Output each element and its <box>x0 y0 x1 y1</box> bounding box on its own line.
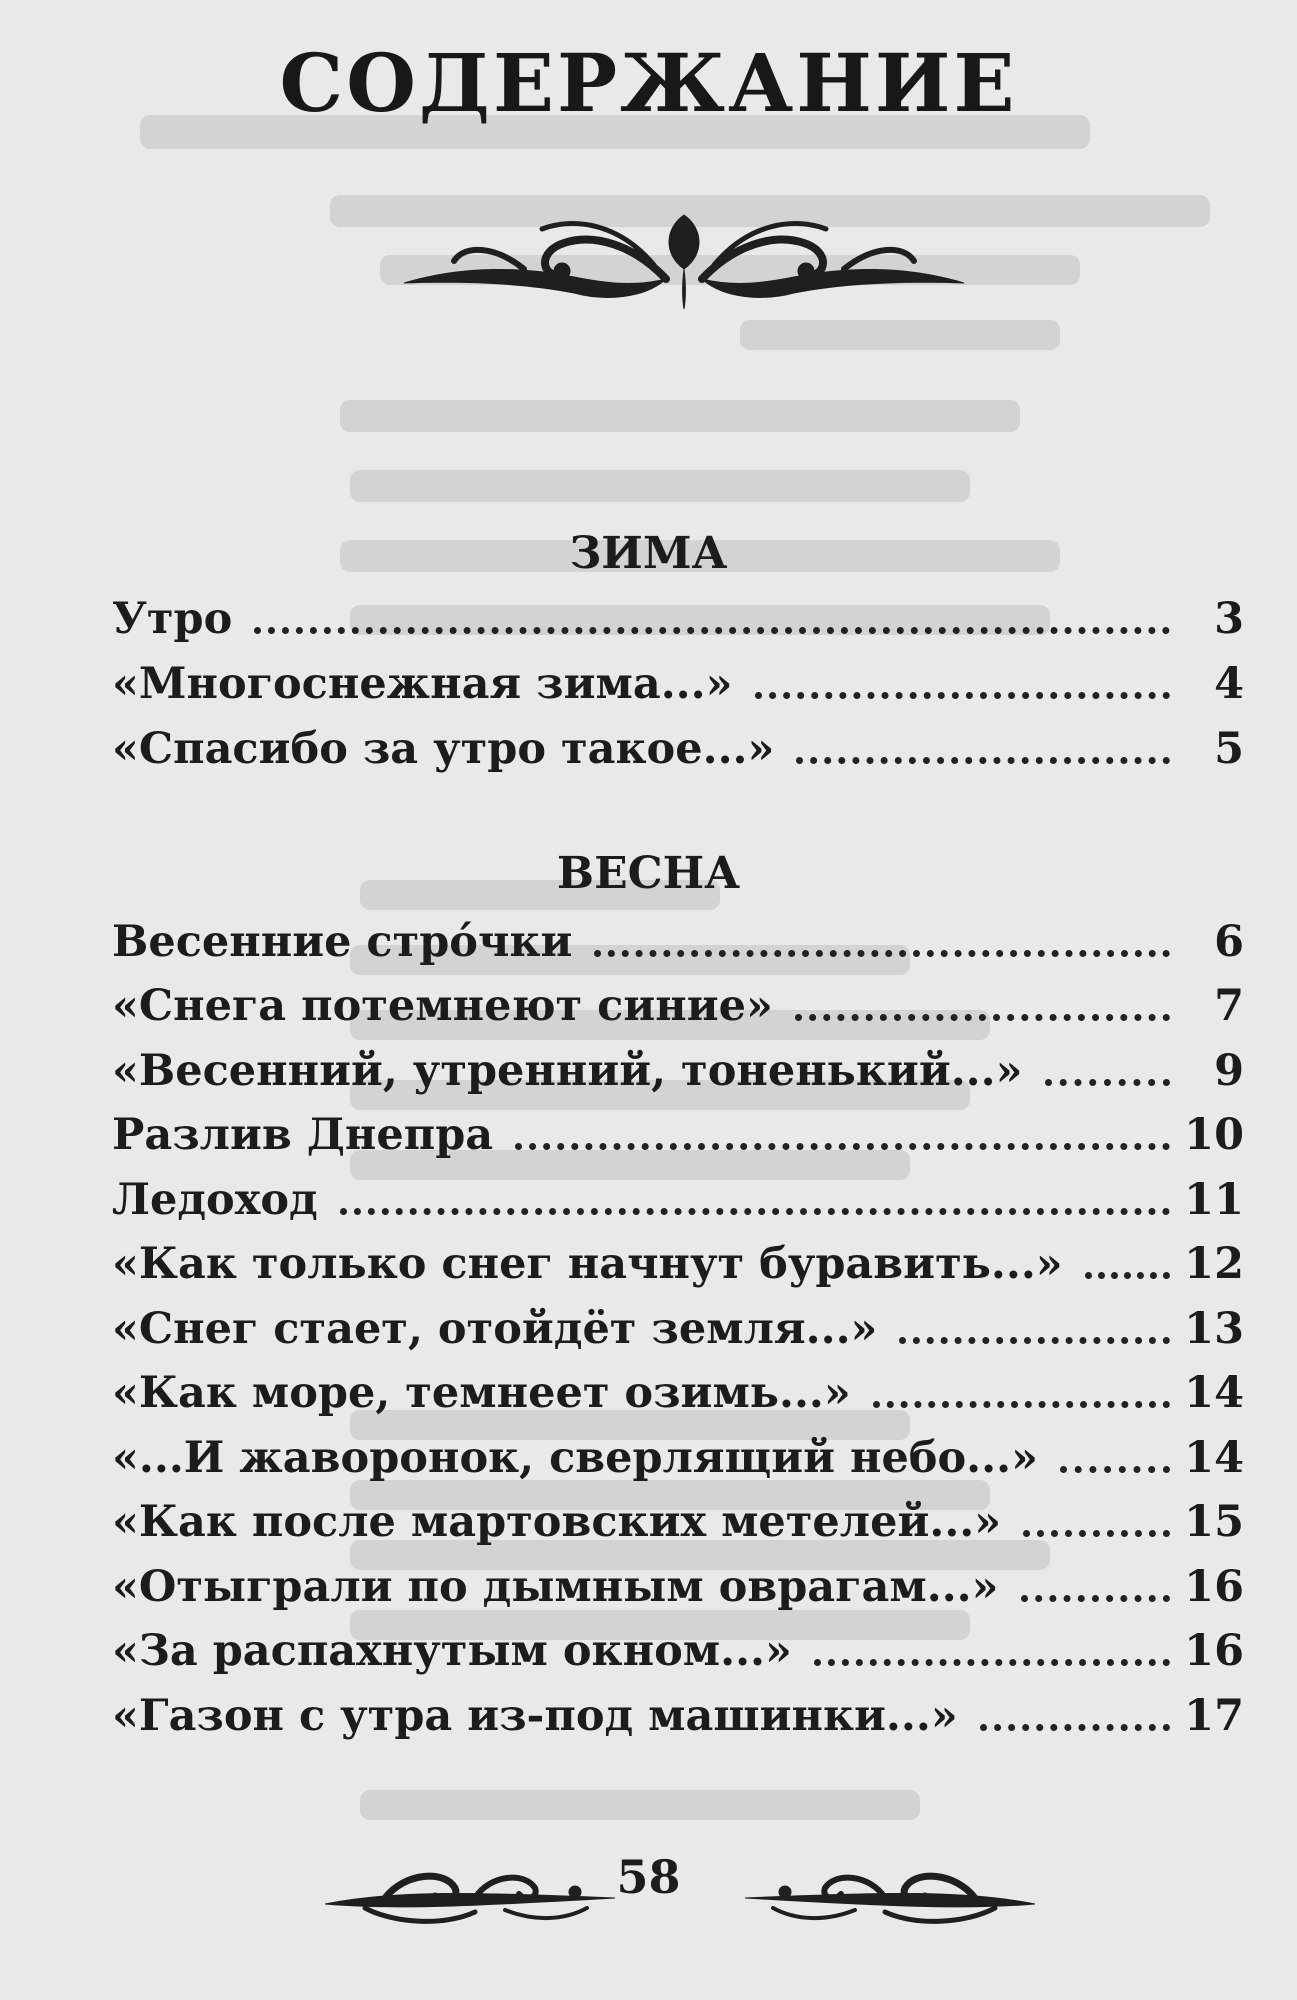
toc-entry-title: «Многоснежная зима...» <box>112 659 733 709</box>
toc-entry[interactable] <box>112 1295 1244 1355</box>
toc-entry[interactable] <box>112 715 1244 775</box>
toc-entry-title: «Как после мартовских метелей...» <box>112 1497 1002 1547</box>
flourish-ornament-icon <box>404 205 964 315</box>
toc-entry-page: 16 <box>1184 1626 1244 1676</box>
page-title: СОДЕРЖАНИЕ <box>279 36 1018 130</box>
toc-entry-title: «Отыграли по дымным оврагам...» <box>112 1562 999 1612</box>
toc-entry-page: 14 <box>1184 1433 1244 1483</box>
toc-entry-page: 14 <box>1184 1368 1244 1418</box>
toc-entry-page: 17 <box>1184 1691 1244 1741</box>
dot-leader <box>873 1401 1170 1408</box>
dot-leader <box>1085 1272 1170 1279</box>
toc-entry-page: 3 <box>1214 594 1244 644</box>
toc-entry[interactable] <box>112 1230 1244 1290</box>
section-title-winter: ЗИМА <box>569 528 728 579</box>
toc-entry-page: 5 <box>1214 724 1244 774</box>
toc-entry-page: 12 <box>1184 1239 1244 1289</box>
toc-entry-page: 9 <box>1214 1046 1244 1096</box>
toc-entry[interactable] <box>112 1101 1244 1161</box>
toc-entry-page: 7 <box>1214 981 1244 1031</box>
toc-entry[interactable] <box>112 1617 1244 1677</box>
dot-leader <box>980 1724 1170 1731</box>
toc-entry[interactable] <box>112 1682 1244 1742</box>
page-number: 58 <box>616 1850 681 1904</box>
toc-entry-title: «Снега потемнеют синие» <box>112 981 773 1031</box>
toc-entry-page: 11 <box>1184 1175 1244 1225</box>
toc-entry[interactable] <box>112 1359 1244 1419</box>
toc-entry-title: Весенние стро́чки <box>112 917 573 967</box>
toc-entry-title: Утро <box>112 594 233 644</box>
dot-leader <box>796 757 1170 764</box>
scroll-ornament-right-icon <box>735 1862 1035 1932</box>
dot-leader <box>1045 1079 1171 1086</box>
toc-entry[interactable] <box>112 585 1244 645</box>
toc-entry-title: Разлив Днепра <box>112 1110 494 1160</box>
toc-entry-title: «Газон с утра из-под машинки...» <box>112 1691 958 1741</box>
dot-leader <box>594 950 1170 957</box>
toc-entry-page: 10 <box>1184 1110 1244 1160</box>
toc-entry[interactable] <box>112 1488 1244 1548</box>
toc-entry[interactable] <box>112 972 1244 1032</box>
dot-leader <box>254 627 1170 634</box>
toc-entry-title: «Как море, темнеет озимь...» <box>112 1368 851 1418</box>
toc-entry[interactable] <box>112 908 1244 968</box>
toc-entry[interactable] <box>112 1037 1244 1097</box>
dot-leader <box>1023 1530 1170 1537</box>
toc-entry-title: «Спасибо за утро такое...» <box>112 724 775 774</box>
toc-entry-page: 15 <box>1184 1497 1244 1547</box>
toc-entry[interactable] <box>112 1424 1244 1484</box>
toc-entry-title: «Снег стает, отойдёт земля...» <box>112 1304 878 1354</box>
dot-leader <box>899 1337 1170 1344</box>
dot-leader <box>515 1143 1170 1150</box>
toc-entry-title: Ледоход <box>112 1175 318 1225</box>
section-title-spring: ВЕСНА <box>556 848 741 899</box>
dot-leader <box>755 692 1171 699</box>
dot-leader <box>1021 1595 1170 1602</box>
toc-entry-title: «Как только снег начнут буравить...» <box>112 1239 1063 1289</box>
toc-entry[interactable] <box>112 1166 1244 1226</box>
dot-leader <box>1060 1466 1170 1473</box>
toc-entry-title: «За распахнутым окном...» <box>112 1626 792 1676</box>
dot-leader <box>340 1208 1170 1215</box>
toc-entry[interactable] <box>112 650 1244 710</box>
toc-entry-page: 6 <box>1214 917 1244 967</box>
toc-entry[interactable] <box>112 1553 1244 1613</box>
dot-leader <box>814 1659 1170 1666</box>
toc-entry-title: «...И жаворонок, сверлящий небо...» <box>112 1433 1038 1483</box>
toc-entry-page: 4 <box>1214 659 1244 709</box>
toc-entry-page: 13 <box>1184 1304 1244 1354</box>
toc-entry-page: 16 <box>1184 1562 1244 1612</box>
toc-entry-title: «Весенний, утренний, тоненький...» <box>112 1046 1023 1096</box>
dot-leader <box>795 1014 1170 1021</box>
